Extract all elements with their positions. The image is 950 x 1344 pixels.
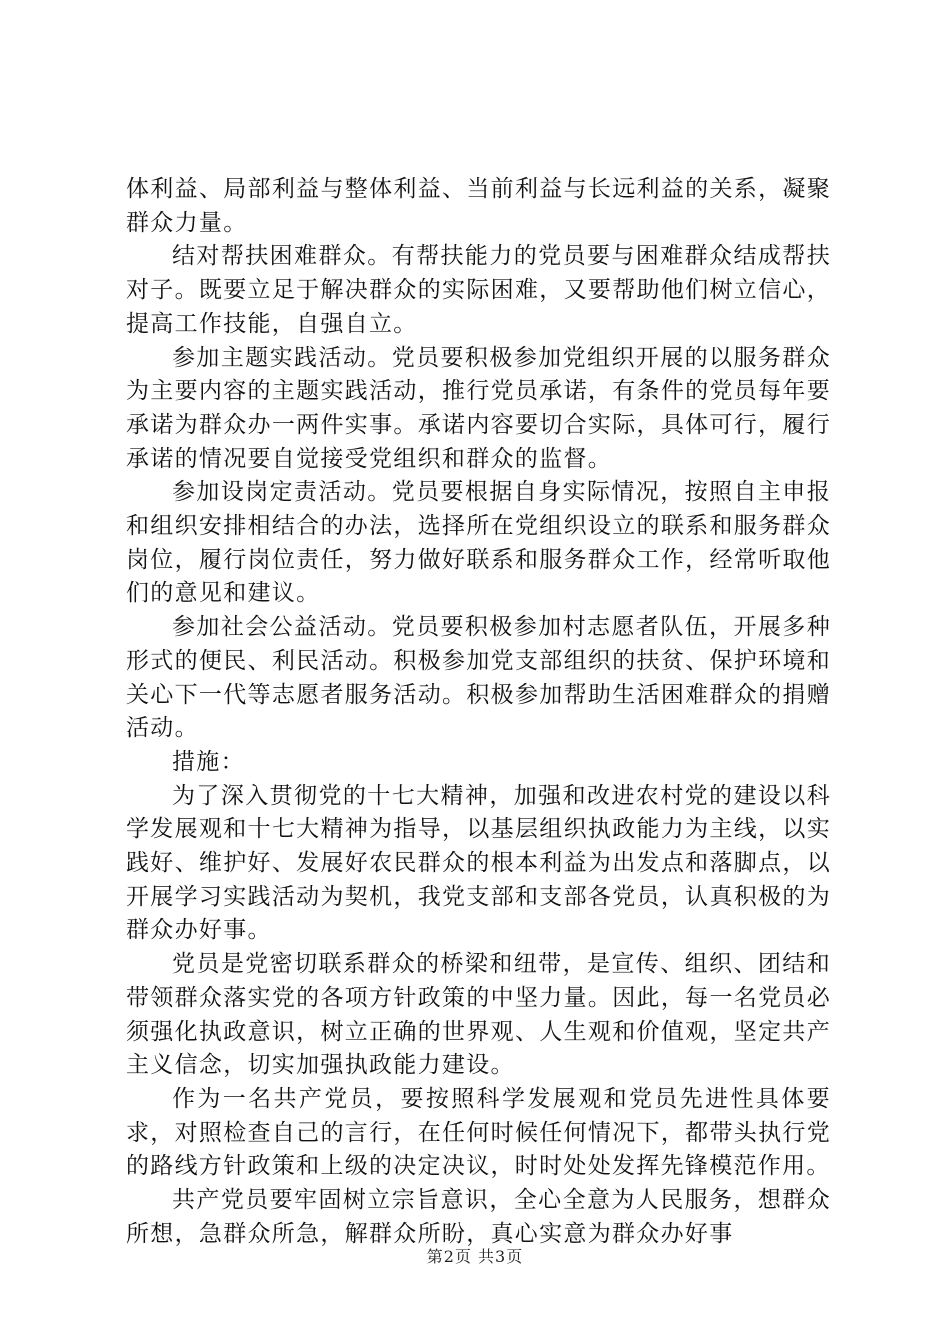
document-body (126, 173, 831, 1252)
paragraph-theme-practice: 参加主题实践活动。党员要积极参加党组织开展的以服务群众为主要内容的主题实践活动，推行党员承诺，有条件的党员每年要承诺为群众办一两件实事。承诺内容要切合实际，具体可行，履行承诺的情况要自觉接受党组织和群众的监督。 (126, 344, 831, 472)
paragraph-communist-member: 作为一名共产党员，要按照科学发展观和党员先进性具体要求，对照检查自己的言行，在任何时候任何情况下，都带头执行党的路线方针政策和上级的决定决议，时时处处发挥先锋模范作用。 (126, 1085, 831, 1180)
paragraph-continued: 体利益、局部利益与整体利益、当前利益与长远利益的关系，凝聚群众力量。 (126, 176, 831, 236)
section-heading-measures: 措施： (172, 748, 245, 775)
paragraph-pairing-assistance: 结对帮扶困难群众。有帮扶能力的党员要与困难群众结成帮扶对子。既要立足于解决群众的实际困难，又要帮助他们树立信心，提高工作技能，自强自立。 (126, 243, 831, 337)
paragraph-public-welfare: 参加社会公益活动。党员要积极参加村志愿者队伍，开展多种形式的便民、利民活动。积极参加党支部组织的扶贫、保护环境和关心下一代等志愿者服务活动。积极参加帮助生活困难群众的捐赠活动。 (126, 614, 831, 742)
paragraph-purpose-awareness: 共产党员要牢固树立宗旨意识，全心全意为人民服务，想群众所想，急群众所急，解群众所盼，真心实意为群众办好事 (126, 1187, 831, 1247)
paragraph-measures-intro: 为了深入贯彻党的十七大精神，加强和改进农村党的建设以科学发展观和十七大精神为指导，以基层组织执政能力为主线，以实践好、维护好、发展好农民群众的根本利益为出发点和落脚点，以开展学习实践活动为契机，我党支部和支部各党员，认真积极的为群众办好事。 (126, 782, 831, 944)
page-footer: 第2页 共3页 (426, 1247, 524, 1266)
paragraph-party-member-bridge: 党员是党密切联系群众的桥梁和纽带，是宣传、组织、团结和带领群众落实党的各项方针政策的中坚力量。因此，每一名党员必须强化执政意识，树立正确的世界观、人生观和价值观，坚定共产主义信念，切实加强执政能力建设。 (126, 951, 831, 1079)
paragraph-post-responsibility: 参加设岗定责活动。党员要根据自身实际情况，按照自主申报和组织安排相结合的办法，选择所在党组织设立的联系和服务群众岗位，履行岗位责任，努力做好联系和服务群众工作，经常听取他们的意见和建议。 (126, 479, 831, 607)
